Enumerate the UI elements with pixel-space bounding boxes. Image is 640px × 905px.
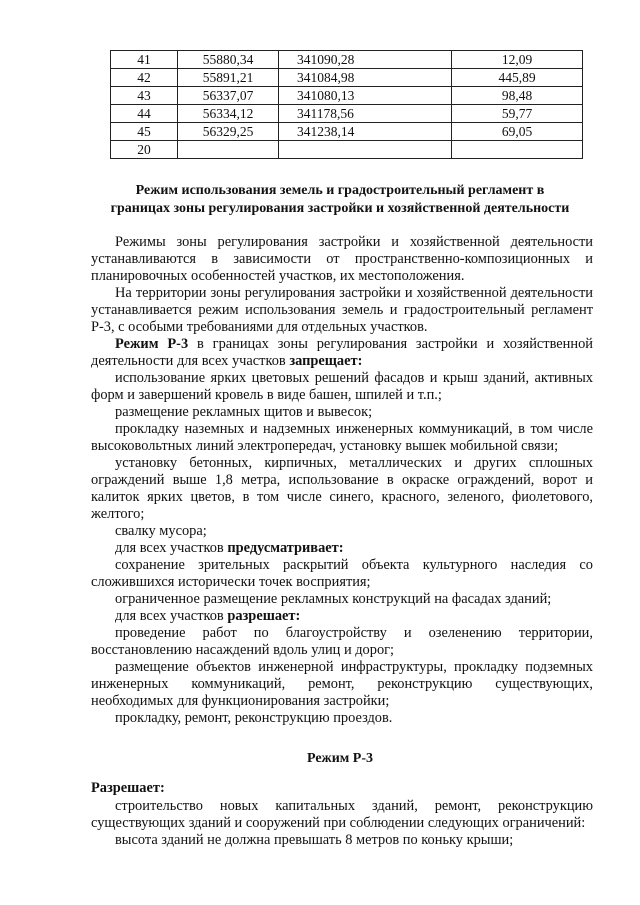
table-cell: 69,05: [452, 123, 583, 141]
allow-item-landscaping: проведение работ по благоустройству и озеленению территории, восстановлению насаждений вдоль улиц и дорог;: [91, 625, 593, 658]
table-cell: 45: [111, 123, 178, 141]
table-row: [111, 69, 583, 87]
table-cell: 341090,28: [279, 51, 452, 69]
table-cell: 56334,12: [178, 105, 279, 123]
prohibit-item-communications: прокладку наземных и надземных инженерных коммуникаций, в том числе высоковольтных линий электропередач, установку вышек мобильной связи;: [91, 421, 593, 454]
table-cell: 341084,98: [279, 69, 452, 87]
table-cell: 341238,14: [279, 123, 452, 141]
section-heading: [60, 182, 620, 218]
section-heading-line-2: границах зоны регулирования застройки и хозяйственной деятельности: [110, 201, 570, 216]
table-cell: 55891,21: [178, 69, 279, 87]
table-cell: [178, 141, 279, 159]
table-row: [111, 105, 583, 123]
allows-prefix: для всех участков: [115, 608, 228, 624]
table-row: [111, 51, 583, 69]
table-cell: 41: [111, 51, 178, 69]
section-heading-line-1: Режим использования земель и градостроительный регламент в: [135, 183, 545, 198]
prohibit-item-fences: установку бетонных, кирпичных, металлических и других сплошных ограждений выше 1,8 метра, использование в окраске ограждений, ворот и калиток ярких цветов, в том числе синего, красного, зеленого, фиолетового, желтого;: [91, 455, 593, 522]
prohibit-item-ads: размещение рекламных щитов и вывесок;: [115, 404, 373, 420]
table-cell: 59,77: [452, 105, 583, 123]
provide-item-views: сохранение зрительных раскрытий объекта культурного наследия со сложившихся исторически точек восприятия;: [91, 557, 593, 590]
allow-item-infrastructure: размещение объектов инженерной инфраструктуры, прокладку подземных инженерных коммуникаций, ремонт, реконструкцию существующих, необходимых для функционирования застройки;: [91, 659, 593, 709]
prohibit-item-garbage: свалку мусора;: [115, 523, 207, 539]
paragraph-provides: [91, 540, 593, 557]
table-cell: 12,09: [452, 51, 583, 69]
allows-heading: Разрешает:: [91, 780, 165, 796]
table-cell: 445,89: [452, 69, 583, 87]
paragraph-territory: На территории зоны регулирования застройки и хозяйственной деятельности устанавливается режим использования земель и градостроительный регламент Р-3, с особыми требованиями для отдельных участков.: [91, 285, 593, 335]
table-cell: 56337,07: [178, 87, 279, 105]
provides-label: предусматривает:: [227, 540, 344, 556]
paragraph-height-limit: высота зданий не должна превышать 8 метров по коньку крыши;: [115, 832, 514, 848]
table-cell: 98,48: [452, 87, 583, 105]
table-cell: 56329,25: [178, 123, 279, 141]
table-cell: 42: [111, 69, 178, 87]
allow-item-driveways: прокладку, ремонт, реконструкцию проездов.: [115, 710, 393, 726]
paragraph-allows: [91, 608, 593, 625]
table-row: [111, 87, 583, 105]
paragraph-modes: Режимы зоны регулирования застройки и хозяйственной деятельности устанавливаются в зависимости от пространственно-композиционных и планировочных особенностей участков, их местоположения.: [91, 234, 593, 284]
paragraph-construction: строительство новых капитальных зданий, ремонт, реконструкцию существующих зданий и сооружений при соблюдении следующих ограничений:: [91, 798, 593, 831]
mode-text: в границах зоны регулирования застройки и хозяйственной деятельности для всех участков: [91, 336, 593, 369]
prohibits-label: запрещает:: [289, 353, 363, 369]
paragraph-mode-prohibits: [91, 336, 593, 370]
table-cell: 43: [111, 87, 178, 105]
table-cell: 341080,13: [279, 87, 452, 105]
table-row: [111, 141, 583, 159]
coordinates-table: [110, 50, 583, 159]
provide-item-advertising: ограниченное размещение рекламных конструкций на фасадах зданий;: [115, 591, 552, 607]
coordinates-table-body: [111, 51, 583, 159]
table-cell: 20: [111, 141, 178, 159]
table-cell: [452, 141, 583, 159]
prohibit-item-colors: использование ярких цветовых решений фасадов и крыш зданий, активных форм и завершений кровель в виде башен, шпилей и т.п.;: [91, 370, 593, 403]
table-cell: [279, 141, 452, 159]
mode-heading: Режим Р-3: [306, 751, 374, 766]
mode-name-bold: Режим Р-3: [115, 336, 189, 352]
table-row: [111, 123, 583, 141]
provides-prefix: для всех участков: [115, 540, 228, 556]
table-cell: 341178,56: [279, 105, 452, 123]
table-cell: 55880,34: [178, 51, 279, 69]
allows-label: разрешает:: [227, 608, 301, 624]
table-cell: 44: [111, 105, 178, 123]
